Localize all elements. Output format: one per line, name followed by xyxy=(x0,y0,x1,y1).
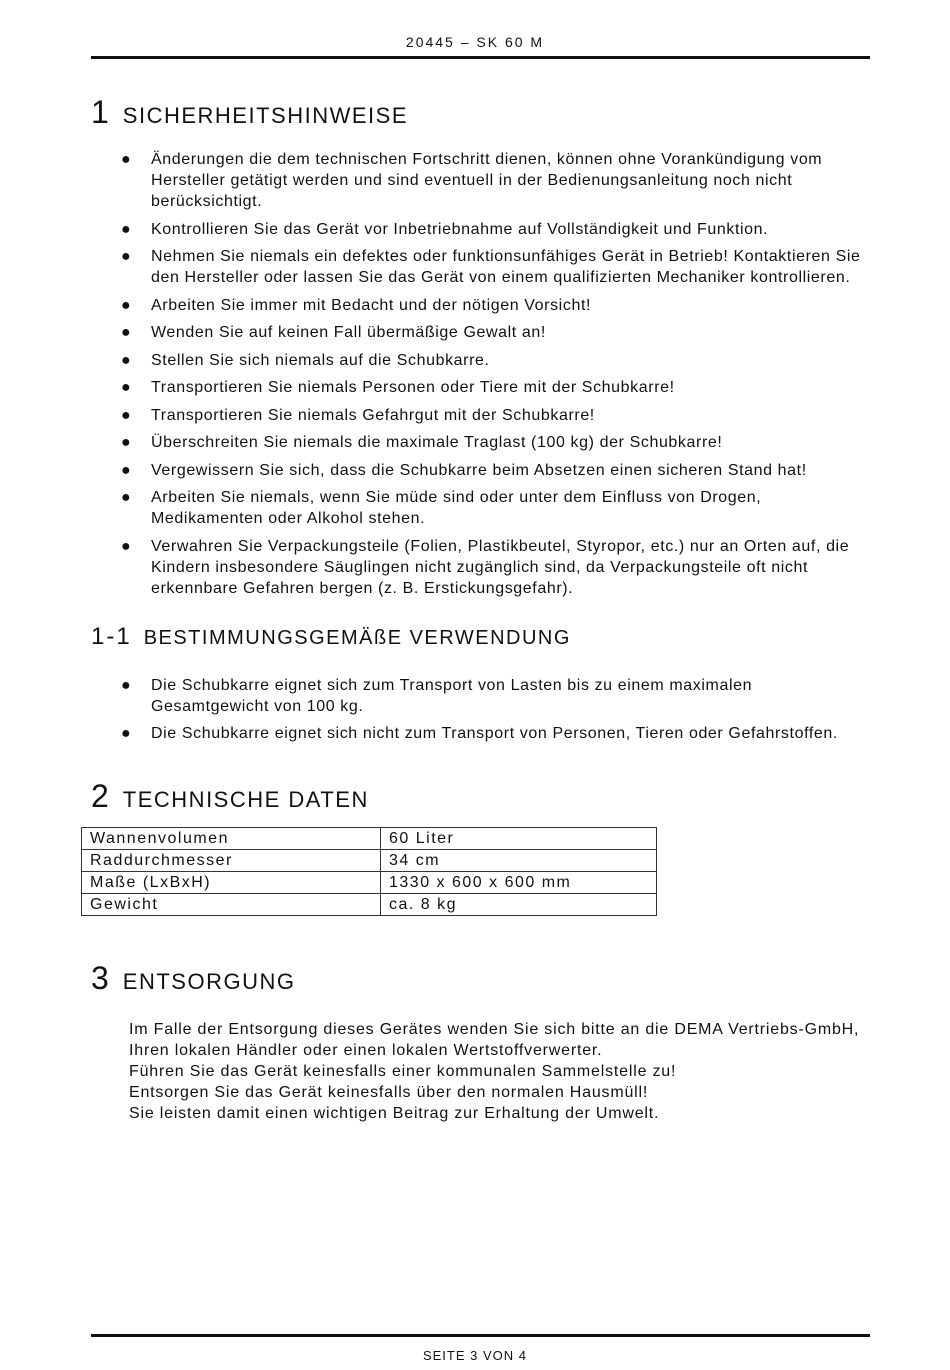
table-row xyxy=(82,872,657,894)
list-item: ● Vergewissern Sie sich, dass die Schubkarre beim Absetzen einen sicheren Stand hat! xyxy=(121,461,807,479)
footer-rule xyxy=(91,1334,870,1337)
bullet-icon: ● xyxy=(121,379,132,396)
table-key-cell: Wannenvolumen xyxy=(82,828,381,850)
list-item: ● Nehmen Sie niemals ein defektes oder funktionsunfähiges Gerät in Betrieb! Kontaktieren Sie den Hersteller oder lassen Sie das Gerät von einem qualifizierten Mechaniker kontrollieren. xyxy=(121,248,861,286)
table-value-cell: 1330 x 600 x 600 mm xyxy=(381,872,657,894)
bullet-icon: ● xyxy=(121,489,132,506)
list-item: ● Transportieren Sie niemals Personen oder Tiere mit der Schubkarre! xyxy=(121,379,675,396)
section-number: 2 xyxy=(91,778,109,814)
list-item: ● Überschreiten Sie niemals die maximale Traglast (100 kg) der Schubkarre! xyxy=(121,434,723,451)
paragraph-line: Führen Sie das Gerät keinesfalls einer kommunalen Sammelstelle zu! xyxy=(129,1063,677,1080)
list-item: ● Die Schubkarre eignet sich nicht zum Transport von Personen, Tieren oder Gefahrstoffen. xyxy=(121,725,838,742)
bullet-icon: ● xyxy=(121,248,132,265)
header-rule xyxy=(91,56,870,59)
list-item: ● Verwahren Sie Verpackungsteile (Folien, Plastikbeutel, Styropor, etc.) nur an Orten auf, die Kindern insbesondere Säuglingen nicht zugänglich sind, da Verpackungsteile oft nicht erkennbare Gefahren bergen (z. B. Erstickungsgefahr). xyxy=(121,537,850,597)
table-key-cell: Gewicht xyxy=(82,894,381,916)
list-item: ● Stellen Sie sich niemals auf die Schubkarre. xyxy=(121,351,490,369)
bullet-icon: ● xyxy=(121,434,132,451)
safety-list xyxy=(91,149,870,599)
bullet-icon: ● xyxy=(121,296,132,314)
section-title: SICHERHEITSHINWEISE xyxy=(122,103,408,128)
list-item: ● Transportieren Sie niemals Gefahrgut mit der Schubkarre! xyxy=(121,406,595,424)
table-row xyxy=(82,850,657,872)
page-content xyxy=(91,94,870,1124)
list-item: ● Änderungen die dem technischen Fortschritt dienen, können ohne Vorankündigung vom Hersteller getätigt werden und sind eventuell in der Bedienungsanleitung noch nicht berücksichtigt. xyxy=(121,151,823,210)
section-heading-technical-data xyxy=(91,778,870,815)
section-heading-disposal xyxy=(91,960,870,997)
table-value-cell: 60 Liter xyxy=(381,828,657,850)
section-title: ENTSORGUNG xyxy=(122,969,296,994)
bullet-icon: ● xyxy=(121,725,132,742)
list-item: ● Arbeiten Sie immer mit Bedacht und der nötigen Vorsicht! xyxy=(121,296,592,314)
table-key-cell: Raddurchmesser xyxy=(82,850,381,872)
bullet-icon: ● xyxy=(121,537,132,555)
section-number: 1-1 xyxy=(91,622,132,650)
table-value-cell: ca. 8 kg xyxy=(381,894,657,916)
bullet-icon: ● xyxy=(121,676,132,694)
table-row xyxy=(82,828,657,850)
bullet-icon: ● xyxy=(121,461,132,479)
section-heading-intended-use xyxy=(91,623,870,651)
disposal-text xyxy=(91,1019,870,1124)
list-item: ● Wenden Sie auf keinen Fall übermäßige Gewalt an! xyxy=(121,324,546,341)
section-number: 3 xyxy=(91,960,109,996)
list-item: ● Kontrollieren Sie das Gerät vor Inbetriebnahme auf Vollständigkeit und Funktion. xyxy=(121,220,769,238)
bullet-icon: ● xyxy=(121,151,132,168)
paragraph-line: Sie leisten damit einen wichtigen Beitrag zur Erhaltung der Umwelt. xyxy=(129,1105,660,1122)
bullet-icon: ● xyxy=(121,406,132,424)
table-value-cell: 34 cm xyxy=(381,850,657,872)
list-item: ● Die Schubkarre eignet sich zum Transport von Lasten bis zu einem maximalen Gesamtgewicht von 100 kg. xyxy=(121,676,753,715)
table-key-cell: Maße (LxBxH) xyxy=(82,872,381,894)
paragraph-line: Entsorgen Sie das Gerät keinesfalls über den normalen Hausmüll! xyxy=(129,1084,649,1101)
bullet-icon: ● xyxy=(121,351,132,369)
section-title: BESTIMMUNGSGEMÄßE VERWENDUNG xyxy=(143,626,571,649)
list-item: ● Arbeiten Sie niemals, wenn Sie müde sind oder unter dem Einfluss von Drogen, Medikamenten oder Alkohol stehen. xyxy=(121,489,762,527)
bullet-icon: ● xyxy=(121,324,132,341)
document-header: 20445 – SK 60 M xyxy=(405,34,545,50)
section-number: 1 xyxy=(91,94,109,130)
bullet-icon: ● xyxy=(121,220,132,238)
paragraph-line: Im Falle der Entsorgung dieses Gerätes wenden Sie sich bitte an die DEMA Vertriebs-GmbH, Ihren lokalen Händler oder einen lokalen Wertstoffverwerter. xyxy=(129,1021,860,1059)
technical-data-table xyxy=(81,827,657,916)
section-title: TECHNISCHE DATEN xyxy=(122,787,369,812)
table-row xyxy=(82,894,657,916)
intended-use-list xyxy=(91,675,870,745)
page-number: SEITE 3 VON 4 xyxy=(422,1348,528,1363)
section-heading-safety xyxy=(91,94,870,131)
